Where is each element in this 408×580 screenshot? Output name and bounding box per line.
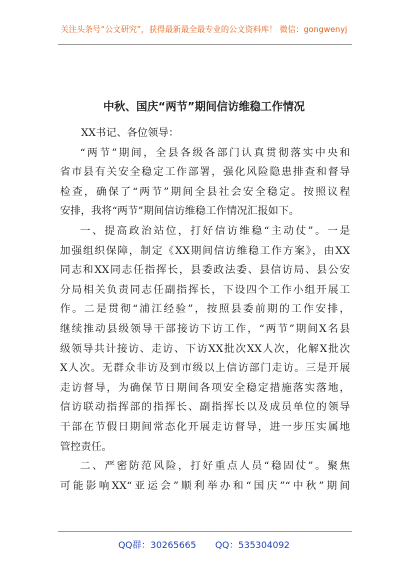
footer-qq-group: QQ群：30265665: [118, 541, 197, 551]
text-line: 作。二是贯彻“浦江经验”，按照县委前期的工作安排，: [60, 303, 350, 316]
text-line: 二、严密防范风险，打好重点人员“稳固仗”。聚焦: [80, 460, 350, 473]
text-line: 安排，我将“两节”期间信访维稳工作情况汇报如下。: [60, 205, 300, 218]
header-promo-text: 关注头条号“公文研究”，获得最新最全最专业的公文资料库！ 微信：gongwenyj: [60, 25, 348, 34]
text-line: X人次。无群众非访及到市级以上信访部门走访。三是开展: [60, 362, 350, 375]
text-line: 加强组织保障，制定《XX期间信访维稳工作方案》，由XX: [60, 244, 350, 257]
footer: [0, 538, 408, 551]
text-line: “两节”期间，全县各级各部门认真贯彻落实中央和: [80, 146, 350, 159]
footer-qq: QQ：535304092: [215, 541, 290, 551]
text-line: 一、提高政治站位，打好信访维稳“主动仗”。一是: [80, 224, 350, 237]
salutation: XX书记、各位领导：: [81, 127, 179, 139]
text-line: 干部在节假日期间常态化开展走访督导，进一步压实属地: [60, 420, 350, 433]
text-line: 走访督导，为确保节日期间各项安全稳定措施落实落地，: [60, 381, 350, 394]
text-line: 省市县有关安全稳定工作部署，强化风险隐患排查和督导: [60, 166, 350, 179]
text-line: 继续推动县级领导干部接访下访工作，“两节”期间X名县: [60, 322, 350, 335]
text-line: 管控责任。: [60, 440, 112, 453]
text-line: 可能影响XX“亚运会”顺利举办和“国庆”“中秋”期间: [60, 479, 350, 492]
footer-divider: [58, 531, 352, 532]
text-line: 同志和XX同志任指挥长，县委政法委、县信访局、县公安: [60, 264, 350, 277]
text-line: 信访联动指挥部的指挥长、副指挥长以及成员单位的领导: [60, 401, 350, 414]
document-title: 中秋、国庆“两节”期间信访维稳工作情况: [103, 100, 305, 113]
header-divider: [58, 44, 352, 45]
text-line: 级领导共计接访、走访、下访XX批次XX人次，化解X批次: [60, 342, 350, 355]
paragraph-lines: [60, 144, 350, 497]
text-line: 分局相关负责同志任副指挥长，下设四个工作小组开展工: [60, 283, 350, 296]
document-body: [60, 124, 350, 496]
text-line: 检查，确保了“两节”期间全县社会安全稳定。按照议程: [60, 185, 350, 198]
